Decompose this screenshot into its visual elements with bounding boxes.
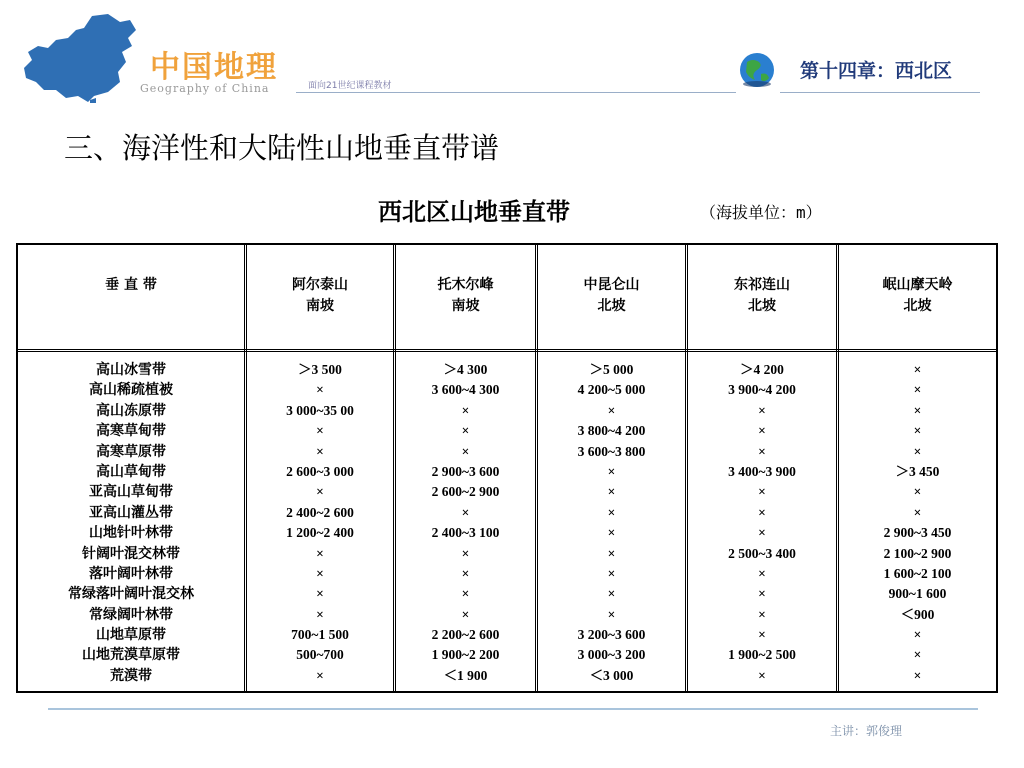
value-cell: × [913,362,922,377]
value-cell: 500~700 [296,647,344,663]
value-cell: ＜1 900 [443,667,488,683]
value-cell: 2 500~3 400 [728,545,796,561]
zone-cell: 亚高山草甸带 [89,484,173,501]
value-cell: × [758,525,766,541]
value-cell: × [758,586,766,602]
mountain-name: 托木尔峰 [437,277,494,293]
mountain-slope: 南坡 [451,298,480,314]
value-list [839,360,996,686]
value-cell: × [913,484,922,500]
value-cell: × [607,545,616,561]
speaker-credit: 主讲：郭俊理 [830,724,903,738]
value-cell: 1 900~2 200 [431,647,500,663]
value-cell: × [316,606,324,622]
value-cell: × [758,627,766,643]
value-cell: 3 600~3 800 [577,443,646,459]
chapter-title: 第十四章：西北区 [800,60,953,82]
mountain-slope: 南坡 [306,298,334,314]
zone-cell: 亚高山灌丛带 [89,504,173,521]
value-cell: 4 200~5 000 [577,382,646,398]
value-cell: × [758,504,766,520]
value-cell: × [913,402,922,418]
value-cell: × [607,525,616,541]
value-cell: 2 900~3 450 [883,525,952,541]
value-cell: × [607,463,616,479]
mountain-name: 中昆仑山 [583,277,640,293]
value-cell: ＜3 000 [589,667,634,683]
mountain-column [247,245,393,691]
mountain-header [247,275,393,317]
zone-cell: 落叶阔叶林带 [89,565,173,582]
value-cell: 2 600~3 000 [286,463,354,479]
mountain-slope: 北坡 [597,298,626,314]
value-cell: 3 800~4 200 [577,423,646,439]
value-cell: × [461,423,470,439]
footer-rule [48,708,978,710]
value-cell: × [758,606,766,622]
mountain-column [688,245,836,691]
value-cell: 2 400~2 600 [286,504,354,520]
value-cell: × [913,443,922,459]
china-map-icon [22,12,140,104]
value-cell: × [758,667,766,683]
mountain-header [688,275,836,317]
mountain-name: 岷山摩天岭 [882,277,953,293]
value-cell: × [913,504,922,520]
value-cell: × [758,443,766,459]
value-cell: × [316,545,324,561]
table-title: 西北区山地垂直带 [378,198,570,226]
value-cell: 1 900~2 500 [728,647,796,663]
logo-title: 中国地理 [150,50,278,85]
zone-column [18,245,244,691]
value-list [247,360,393,686]
unit-note: （海拔单位：m） [700,203,822,222]
value-cell: × [461,504,470,520]
value-cell: × [913,382,922,398]
value-cell: 2 600~2 900 [431,484,500,500]
value-cell: 1 200~2 400 [286,525,354,541]
value-cell: × [607,606,616,622]
value-cell: 3 600~4 300 [431,382,500,398]
logo-subtitle: Geography of China [140,82,270,95]
mountain-header [396,275,535,317]
zone-header: 垂 直 带 [105,277,157,293]
zone-cell: 高寒草甸带 [96,423,166,440]
value-cell: × [913,627,922,643]
value-cell: 3 200~3 600 [577,627,646,643]
value-cell: × [461,606,470,622]
value-cell: 3 900~4 200 [728,382,796,398]
mountain-column [839,245,996,691]
value-cell: × [461,565,470,581]
zone-cell: 针阔叶混交林带 [82,545,180,562]
value-cell: × [607,504,616,520]
value-cell: ＜900 [900,606,935,622]
value-cell: × [607,586,616,602]
zone-cell: 高山草甸带 [96,463,166,480]
zone-cell: 常绿落叶阔叶混交林 [68,586,194,603]
value-cell: 900~1 600 [888,586,947,602]
value-cell: ＞3 500 [298,362,342,377]
value-list [688,360,836,686]
zone-cell: 山地针叶林带 [89,525,173,542]
value-cell: × [913,667,922,683]
value-cell: × [607,484,616,500]
zone-list [18,360,244,686]
zone-cell: 常绿阔叶林带 [89,606,173,623]
value-cell: × [913,647,922,663]
value-cell: × [461,402,470,418]
mountain-header [538,275,685,317]
mountain-name: 东祁连山 [734,277,790,293]
zone-cell: 山地草原带 [96,627,166,644]
value-cell: ＞4 300 [443,362,488,377]
value-cell: 2 200~2 600 [431,627,500,643]
zone-cell: 高山冰雪带 [96,362,166,378]
zone-cell: 高寒草原带 [96,443,166,460]
value-cell: × [607,402,616,418]
zone-cell: 山地荒漠草原带 [82,647,180,664]
value-cell: 1 600~2 100 [883,565,952,581]
header-rule-right [780,92,980,93]
logo-tagline: 面向21世纪课程教材 [308,81,392,91]
globe-icon [737,50,777,90]
value-cell: × [607,565,616,581]
value-cell: × [316,565,324,581]
value-cell: × [316,586,324,602]
value-cell: × [461,545,470,561]
value-cell: ＞3 450 [895,463,940,479]
zone-cell: 高山稀疏植被 [89,382,173,399]
value-cell: × [461,586,470,602]
value-cell: 3 000~35 00 [286,402,354,418]
value-cell: 2 900~3 600 [431,463,500,479]
value-cell: × [758,484,766,500]
mountain-column [538,245,685,691]
value-cell: × [758,402,766,418]
mountain-slope: 北坡 [748,298,776,314]
value-cell: 3 000~3 200 [577,647,646,663]
value-list [538,360,685,686]
value-cell: × [316,667,324,683]
value-cell: ＞5 000 [589,362,634,377]
mountain-slope: 北坡 [903,298,932,314]
value-cell: × [461,443,470,459]
value-cell: × [758,423,766,439]
value-cell: × [316,484,324,500]
value-cell: 2 100~2 900 [883,545,952,561]
value-cell: × [758,565,766,581]
value-list [396,360,535,686]
value-cell: ＞4 200 [740,362,784,377]
mountain-name: 阿尔泰山 [292,277,348,293]
mountain-column [396,245,535,691]
value-cell: × [316,443,324,459]
value-cell: 700~1 500 [291,627,349,643]
value-cell: × [316,382,324,398]
value-cell: 3 400~3 900 [728,463,796,479]
value-cell: × [913,423,922,439]
vertical-zone-table [16,243,998,693]
value-cell: × [316,423,324,439]
header-rule-left [296,92,736,93]
zone-cell: 荒漠带 [110,667,152,684]
section-title: 三、海洋性和大陆性山地垂直带谱 [64,131,500,165]
value-cell: 2 400~3 100 [431,525,500,541]
mountain-header [839,275,996,317]
zone-cell: 高山冻原带 [96,402,166,419]
